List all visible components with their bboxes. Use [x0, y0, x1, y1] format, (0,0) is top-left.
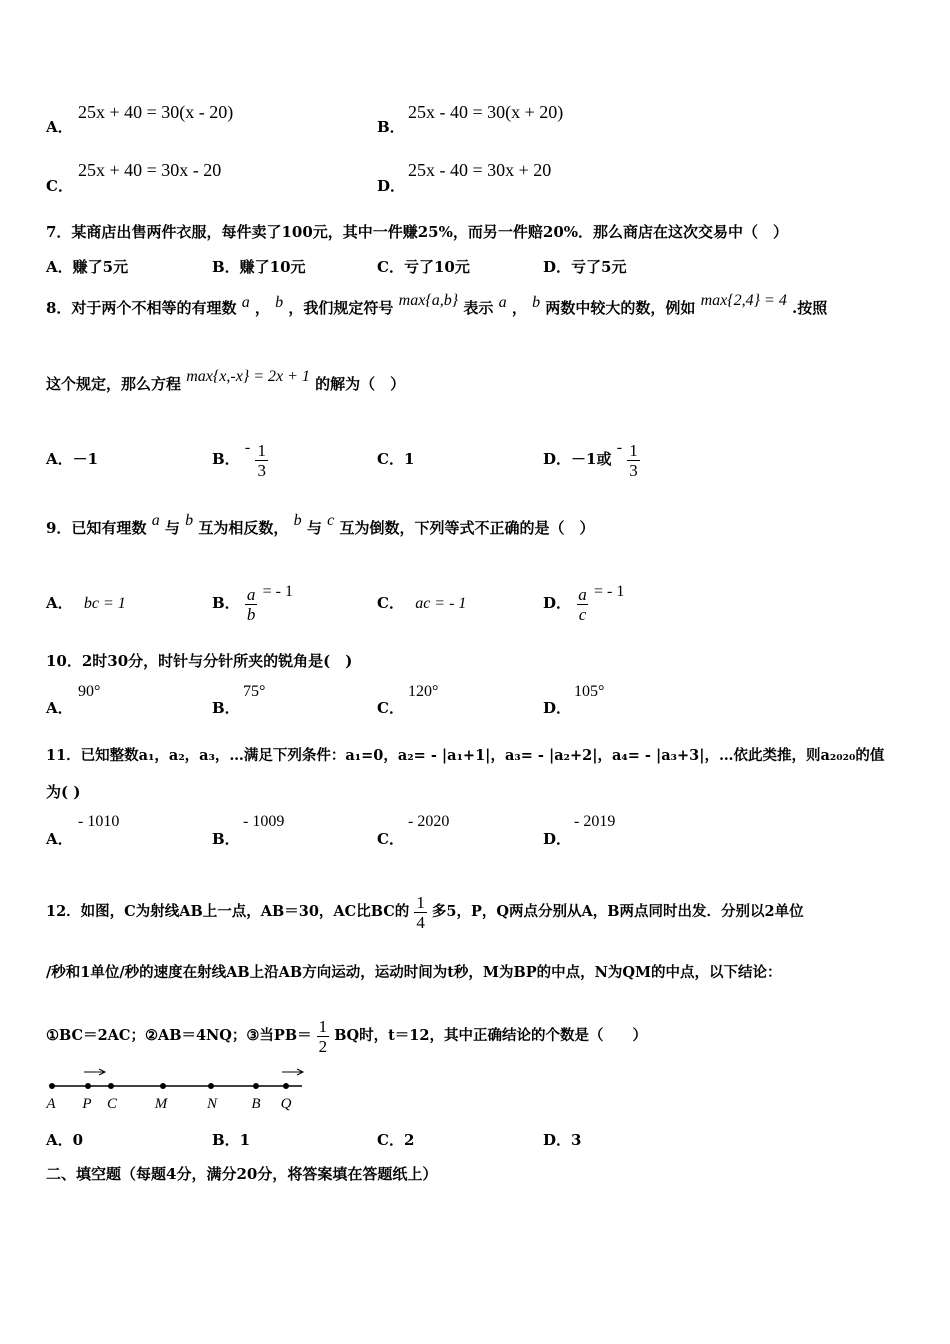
q9-with-2: 与	[306, 519, 322, 537]
label-m: M	[154, 1096, 168, 1112]
q9-option-d	[543, 566, 624, 624]
q12-text-1: 12．如图，C为射线AB上一点，AB＝30，AC比BC的	[46, 903, 410, 920]
q9-text-2: 互为相反数，	[198, 519, 289, 537]
q11-option-a: - 1010	[78, 813, 120, 830]
fraction-numerator: 1	[318, 1016, 328, 1036]
label-b: B	[251, 1096, 261, 1112]
q12-option-a: A．0	[46, 1131, 84, 1149]
fraction-denominator: c	[578, 604, 587, 624]
q12-option-b: B．1	[212, 1131, 251, 1149]
fraction-numerator: a	[578, 584, 587, 604]
q9-var-b: b	[185, 512, 194, 529]
q12-fraction-quarter	[414, 893, 427, 932]
q9-option-b	[212, 566, 293, 624]
section-2-heading: 二、填空题（每题4分，满分20分，将答案填在答题纸上）	[46, 1165, 438, 1183]
q8-text-5: .按照	[792, 299, 828, 317]
q9-text-1: 9．已知有理数	[46, 519, 147, 537]
q9-text-3: 互为倒数，下列等式不正确的是（ ）	[339, 519, 595, 537]
q9-option-c-value: ac = - 1	[415, 595, 467, 612]
q12-text-3: ①BC＝2AC；②AB＝4NQ；③当PB＝	[46, 1027, 312, 1044]
q8-option-c-value: 1	[403, 450, 415, 468]
q8-option-c-label: C．	[377, 450, 404, 468]
q8-comma-2: ，	[511, 299, 527, 317]
q8-text-2: ，我们规定符号	[288, 299, 394, 317]
q8-var-b-2: b	[532, 294, 541, 311]
q6-option-c: 25x + 40 = 30x - 20	[78, 160, 222, 180]
fraction-denominator: 3	[629, 460, 638, 480]
q12-text-2: 多5，P，Q两点分别从A，B两点同时出发．分别以2单位	[431, 903, 804, 920]
q10-option-b: 75°	[243, 683, 266, 700]
label-c: C	[106, 1096, 118, 1112]
q9-option-c	[377, 592, 466, 613]
q10-stem: 10．2时30分，时针与分针所夹的锐角是( )	[46, 652, 353, 670]
q9-var-a: a	[151, 512, 160, 529]
point-b	[253, 1083, 259, 1089]
q9-option-a	[46, 592, 126, 613]
q10-option-a-label: A．	[46, 699, 73, 717]
point-m	[160, 1083, 166, 1089]
q8-text-6: 这个规定，那么方程	[46, 375, 182, 393]
q11-stem-line2: 为( )	[46, 783, 81, 801]
q11-option-b: - 1009	[243, 813, 285, 830]
q12-option-d: D．3	[543, 1131, 582, 1149]
q9-var-c: c	[327, 512, 335, 529]
q6-option-c-label: C．	[46, 177, 73, 195]
q6-option-b-label: B．	[377, 118, 405, 136]
q10-option-d: 105°	[574, 683, 605, 700]
q9-var-b-2: b	[293, 512, 302, 529]
fraction-numerator: 1	[416, 892, 425, 912]
q7-option-b: B．赚了10元	[212, 258, 306, 276]
label-q: Q	[280, 1096, 292, 1112]
q12-stem-line2: /秒和1单位/秒的速度在射线AB上沿AB方向运动，运动时间为t秒，M为BP的中点，N为QM的中点，以下结论：	[46, 964, 782, 981]
q12-ray-diagram	[40, 1060, 320, 1116]
label-a: A	[46, 1096, 56, 1112]
q8-stem-line1	[46, 292, 827, 318]
point-q	[283, 1083, 289, 1089]
q6-option-a: 25x + 40 = 30(x - 20)	[78, 102, 234, 122]
q8-var-a: a	[241, 294, 250, 311]
q8-option-a-value: －1	[72, 450, 99, 468]
point-a	[49, 1083, 55, 1089]
q11-option-a-label: A．	[46, 830, 73, 848]
q12-stem-line1	[46, 874, 804, 932]
q8-text-3: 表示	[463, 299, 494, 317]
label-p: P	[82, 1096, 92, 1112]
q9-option-a-value: bc = 1	[83, 595, 126, 612]
q9-stem	[46, 512, 595, 538]
q7-stem: 7．某商店出售两件衣服，每件卖了100元，其中一件赚25%，而另一件赔20%．那么商店在这次交易中（ ）	[46, 223, 789, 241]
q8-stem-line2	[46, 368, 405, 394]
q12-text-4: BQ时，t＝12，其中正确结论的个数是（ ）	[334, 1027, 647, 1044]
fraction-denominator: 2	[318, 1036, 328, 1056]
point-n	[208, 1083, 214, 1089]
q8-option-d-prefix: －1或	[571, 450, 612, 468]
label-n: N	[206, 1096, 218, 1112]
q8-option-d-fraction	[627, 441, 640, 480]
q12-option-c: C．2	[377, 1131, 415, 1149]
q11-option-c: - 2020	[408, 813, 450, 830]
q9-option-b-fraction	[245, 585, 258, 624]
q10-option-c: 120°	[408, 683, 439, 700]
q11-option-c-label: C．	[377, 830, 404, 848]
q8-option-d-sign: -	[616, 439, 623, 456]
q12-stem-line3	[46, 1010, 647, 1056]
q8-var-b: b	[275, 294, 284, 311]
q10-option-a: 90°	[78, 683, 101, 700]
point-p	[85, 1083, 91, 1089]
q8-var-a-2: a	[498, 294, 507, 311]
q11-option-d: - 2019	[574, 813, 616, 830]
q7-option-a: A．赚了5元	[46, 258, 129, 276]
q8-option-b-sign: -	[244, 439, 251, 456]
fraction-denominator: 4	[416, 912, 425, 932]
q9-option-d-label: D．	[543, 594, 572, 612]
q7-option-d: D．亏了5元	[543, 258, 627, 276]
q10-option-d-label: D．	[543, 699, 572, 717]
fraction-denominator: b	[246, 604, 256, 624]
q10-option-b-label: B．	[212, 699, 240, 717]
q9-option-b-tail: = - 1	[262, 583, 294, 600]
q8-text-7: 的解为（ ）	[315, 375, 406, 393]
q6-option-b: 25x - 40 = 30(x + 20)	[408, 102, 564, 122]
q8-option-b-fraction	[255, 441, 268, 480]
fraction-numerator: 1	[257, 440, 266, 460]
q9-option-a-label: A．	[46, 594, 73, 612]
q7-option-c: C．亏了10元	[377, 258, 470, 276]
q8-option-d	[543, 422, 640, 480]
q8-equation: max{x,-x} = 2x + 1	[186, 368, 310, 385]
q8-option-b	[212, 422, 268, 480]
q8-text-4: 两数中较大的数，例如	[545, 299, 696, 317]
q9-option-c-label: C．	[377, 594, 404, 612]
q11-option-b-label: B．	[212, 830, 240, 848]
q8-option-b-label: B．	[212, 450, 240, 468]
fraction-denominator: 3	[257, 460, 266, 480]
q8-comma: ，	[254, 299, 270, 317]
q10-option-c-label: C．	[377, 699, 404, 717]
q8-option-c	[377, 448, 414, 469]
q6-option-a-label: A．	[46, 118, 73, 136]
q9-option-d-fraction	[576, 585, 589, 624]
q12-fraction-half	[317, 1017, 330, 1056]
q8-option-d-label: D．	[543, 450, 572, 468]
q9-option-b-label: B．	[212, 594, 240, 612]
q8-text-1: 8．对于两个不相等的有理数	[46, 299, 237, 317]
q9-option-d-tail: = - 1	[593, 583, 625, 600]
fraction-numerator: a	[246, 584, 256, 604]
q9-with-1: 与	[164, 519, 180, 537]
q11-stem: 11．已知整数a₁，a₂，a₃，…满足下列条件：a₁=0，a₂= - |a₁+1|，a₃= - |a₂+2|，a₄= - |a₃+3|，…依此类推，则a₂₀₂₀的值	[46, 747, 885, 764]
q8-option-a-label: A．	[46, 450, 73, 468]
q8-option-a	[46, 448, 98, 469]
q6-option-d: 25x - 40 = 30x + 20	[408, 160, 552, 180]
fraction-numerator: 1	[629, 440, 638, 460]
q8-max-symbol: max{a,b}	[398, 292, 459, 309]
point-c	[108, 1083, 114, 1089]
q8-example: max{2,4} = 4	[700, 292, 787, 309]
q6-option-d-label: D．	[377, 177, 406, 195]
q11-option-d-label: D．	[543, 830, 572, 848]
